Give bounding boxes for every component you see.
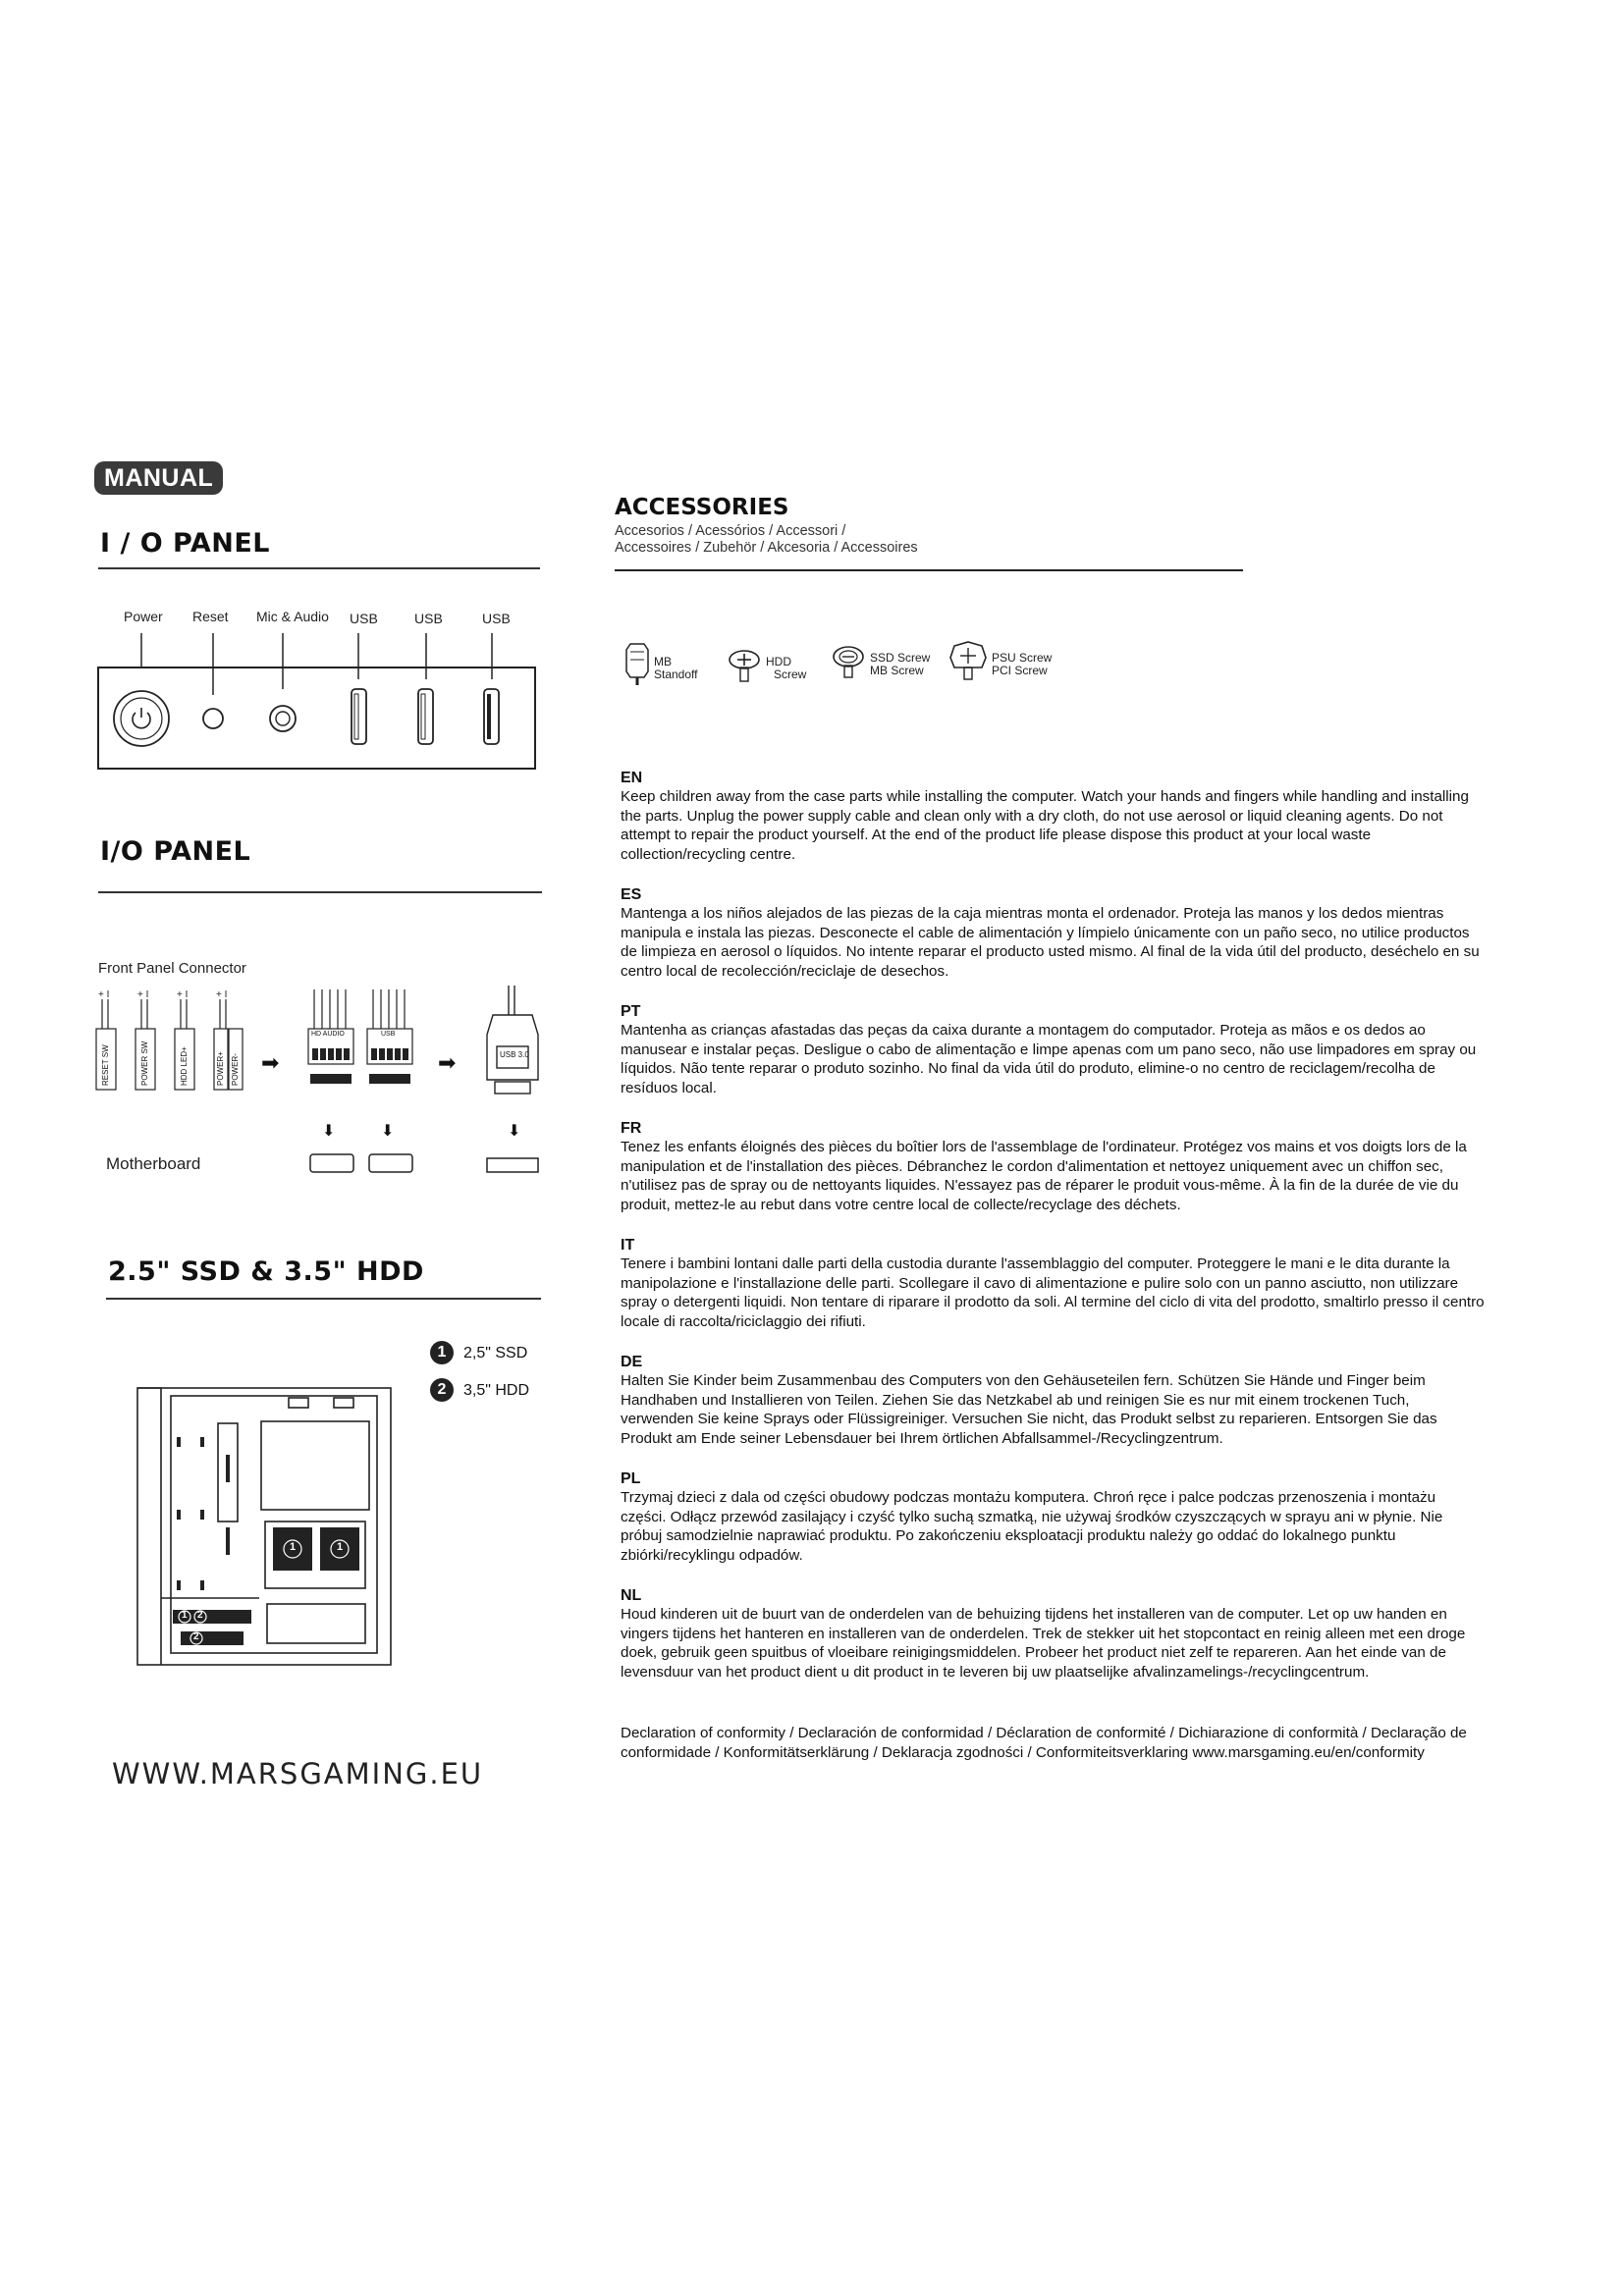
accessory-label-line: Screw [774, 667, 807, 681]
lang-block-nl [621, 1587, 1485, 1724]
audio-jack-icon [270, 706, 296, 731]
accessories-subtitle-line: Accessoires / Zubehör / Akcesoria / Accessoires [615, 540, 918, 556]
accessory-label-line: Standoff [654, 667, 698, 681]
usb3-label: USB 3.0 [500, 1050, 529, 1059]
front-panel-cables-diagram [94, 999, 251, 1127]
lang-block-it [621, 1237, 1485, 1354]
lang-code: PL [621, 1470, 641, 1487]
io-label-reset: Reset [192, 609, 229, 624]
hdd-screw-icon [727, 648, 762, 683]
marker-ssd: 1 [337, 1541, 344, 1553]
divider [98, 891, 542, 893]
lang-code: NL [621, 1587, 642, 1604]
marker-ssd: 1 [290, 1541, 297, 1553]
legend-number-2: 2 [430, 1378, 454, 1402]
lang-text: Tenere i bambini lontani dalle parti della custodia durante l'assemblaggio del computer. Proteggere le mani e le dita durante la manipolazione e l'installazione delle parti. Scollegare il cavo di alimentazione e pulire solo con un panno asciutto, non utilizzare spray o detergenti liquidi. Non tentare di riparare il prodotto da soli. Al termine del ciclo di vita del prodotto, smaltirlo presso il centro locale di raccolta/riciclaggio dei rifiuti. [621, 1255, 1485, 1330]
accessory-label [870, 652, 930, 677]
legend-hdd-label: 3,5" HDD [463, 1382, 530, 1399]
motherboard-header-icon [308, 1150, 416, 1176]
accessory-label-line: PCI Screw [992, 664, 1048, 677]
accessory-label-line: PSU Screw [992, 651, 1053, 665]
marker-hdd: 2 [193, 1631, 199, 1642]
arrow-right-icon: ➡ [261, 1050, 280, 1075]
front-panel-connector-label: Front Panel Connector [98, 960, 246, 977]
polarity-label: + I [177, 989, 189, 1000]
mb-standoff-icon [624, 642, 650, 687]
legend-ssd-label: 2,5" SSD [463, 1345, 528, 1362]
lang-text: Mantenga a los niños alejados de las piezas de la caja mientras monta el ordenador. Proteja las manos y los dedos mientras manipula e instala las piezas. Desconecte el cable de alimentación y límpielo únicamente con un paño seco, no utilice productos de limpieza en aerosol o líquidos. No intente reparar el producto usted mismo. Al final de la vida útil del producto, deséchelo en su centro local de recolección/reciclaje de desechos. [621, 905, 1480, 980]
lang-code: FR [621, 1120, 642, 1137]
lang-block-pt [621, 1003, 1485, 1120]
polarity-label: + I [216, 989, 228, 1000]
accessory-label [766, 656, 806, 681]
accessories-subtitle-line: Accesorios / Acessórios / Accessori / [615, 523, 846, 539]
lang-block-pl [621, 1470, 1485, 1587]
accessory-label-line: MB [654, 655, 672, 668]
accessories-title: ACCESSORIES [615, 495, 789, 520]
usb-header-label: USB [381, 1031, 396, 1038]
reset-button-icon [203, 709, 223, 728]
pc-case-diagram [132, 1382, 397, 1677]
storage-title: 2.5" SSD & 3.5" HDD [108, 1256, 424, 1287]
manual-badge: MANUAL [94, 461, 223, 495]
usb-port-icon [352, 689, 366, 744]
cable-label: POWER+ [216, 1051, 225, 1086]
accessory-label-line: HDD [766, 655, 791, 668]
lang-text: Tenez les enfants éloignés des pièces du boîtier lors de l'assemblage de l'ordinateur. Protégez vos mains et vos doigts lors de la manipulation et de l'installation des pièces. Débranchez le cordon d'alimentation et nettoyez uniquement avec un chiffon sec, n'utilisez pas de spray ou de nettoyants liquides. N'essayez pas de réparer le produit vous-même. À la fin de la durée de vie du produit, mettez-le au rebut dans votre centre local de collecte/recyclage des déchets. [621, 1139, 1467, 1213]
io-label-usb-1: USB [350, 611, 378, 626]
lang-text: Keep children away from the case parts while installing the computer. Watch your hands and fingers while handling and installing the parts. Unplug the power supply cable and clean only with a dry cloth, do not use aerosol or liquid cleaning agents. Do not attempt to repair the product yourself. At the end of the product life please dispose this product at your local waste collection/recycling centre. [621, 788, 1469, 863]
usb3-motherboard-header-icon [485, 1156, 540, 1176]
motherboard-label: Motherboard [106, 1154, 201, 1173]
lang-code: DE [621, 1354, 643, 1370]
lang-code: IT [621, 1237, 635, 1254]
polarity-label: + I [137, 989, 149, 1000]
divider [106, 1298, 541, 1300]
arrow-right-icon: ➡ [438, 1050, 457, 1075]
lang-code: EN [621, 770, 643, 786]
io-panel-2-title: I/O PANEL [100, 836, 251, 867]
legend-number-1: 1 [430, 1341, 454, 1364]
declaration-of-conformity: Declaration of conformity / Declaración de conformidad / Déclaration de conformité / Dichiarazione di conformità / Declaração de conformidade / Konformitätserklärung / Deklaracja zgodności / Conformiteitsverklaring www.marsgaming.eu/en/conformity [621, 1725, 1467, 1761]
lang-code: ES [621, 886, 642, 903]
lang-code: PT [621, 1003, 641, 1020]
accessory-label-line: SSD Screw [870, 651, 931, 665]
io-label-power: Power [124, 609, 163, 624]
website-url[interactable]: WWW.MARSGAMING.EU [112, 1757, 484, 1790]
divider [98, 567, 540, 569]
lang-text: Trzymaj dzieci z dala od części obudowy podczas montażu komputera. Chroń ręce i palce podczas przenoszenia i montażu części. Odłącz przewód zasilający i czyść tylko suchą szmatką, nie używaj środków czyszczących w sprayu ani w płynie. Nie próbuj samodzielnie naprawiać produktu. Po zakończeniu eksploatacji produktu należy go oddać do lokalnego punktu zbiórki/recyklingu odpadów. [621, 1489, 1443, 1564]
lang-block-fr [621, 1120, 1485, 1237]
io-panel-title: I / O PANEL [100, 528, 271, 559]
lang-text: Houd kinderen uit de buurt van de onderdelen van de behuizing tijdens het installeren van de computer. Let op uw handen en vingers tijdens het hanteren en installeren van de onderdelen. Trek de stekker uit het stopcontact en reinig alleen met een droge doek, gebruik geen spuitbus of vloeibare reinigingsmiddelen. Probeer het product niet zelf te repareren. Aan het einde van de levensduur van het product dient u dit product in te leveren bij uw plaatselijke afvalinzamelings-/recyclingcentrum. [621, 1606, 1466, 1681]
io-label-usb-2: USB [414, 611, 443, 626]
accessory-label [992, 652, 1052, 677]
arrow-down-icon: ⬇ [381, 1123, 395, 1140]
lang-block-es [621, 886, 1485, 1003]
psu-screw-icon [948, 640, 988, 681]
safety-instructions [621, 770, 1485, 1762]
usb-port-icon [418, 689, 433, 744]
io-label-usb-3: USB [482, 611, 511, 626]
io-label-mic-audio: Mic & Audio [256, 609, 329, 624]
lang-block-de [621, 1354, 1485, 1470]
arrow-down-icon: ⬇ [508, 1123, 521, 1140]
usb3-connector-diagram [483, 986, 542, 1095]
cable-label: RESET SW [101, 1044, 110, 1086]
audio-usb-header-diagram [306, 989, 434, 1088]
accessories-subtitle [615, 523, 918, 557]
divider [615, 569, 1243, 571]
hd-audio-label: HD AUDIO [311, 1031, 345, 1038]
ssd-screw-icon [831, 644, 866, 679]
io-panel-diagram [94, 618, 546, 775]
accessory-label [654, 656, 697, 681]
cable-label: POWER- [231, 1053, 240, 1086]
lang-text: Mantenha as crianças afastadas das peças da caixa durante a montagem do computador. Proteja as mãos e os dedos ao manusear e instalar peças. Desligue o cabo de alimentação e limpe apenas com um pano seco, não use limpadores em spray ou líquidos. Não tente reparar o produto sozinho. No final da vida útil do produto, elimine-o no centro de reciclagem/recolha de resíduos local. [621, 1022, 1477, 1096]
polarity-label: + I [98, 989, 110, 1000]
usb-port-icon [484, 689, 499, 744]
power-button-icon [114, 691, 169, 746]
marker-ssd: 1 [182, 1610, 188, 1621]
arrow-down-icon: ⬇ [322, 1123, 336, 1140]
lang-text: Halten Sie Kinder beim Zusammenbau des Computers von den Gehäuseteilen fern. Schützen Sie Hände und Finger beim Handhaben und Installieren von Teilen. Ziehen Sie das Netzkabel ab und reinigen Sie es nur mit einem trockenen Tuch, verwenden Sie keine Sprays oder Flüssigreiniger. Versuchen Sie nicht, das Produkt selbst zu reparieren. Entsorgen Sie das Produkt am Ende seiner Lebensdauer bei Ihrem örtlichen Abfallsammel-/Recyclingzentrum. [621, 1372, 1437, 1447]
cable-label: POWER SW [140, 1041, 149, 1086]
cable-label: HDD LED+ [180, 1046, 189, 1086]
lang-block-en [621, 770, 1485, 886]
accessory-label-line: MB Screw [870, 664, 924, 677]
marker-hdd: 2 [197, 1610, 203, 1621]
